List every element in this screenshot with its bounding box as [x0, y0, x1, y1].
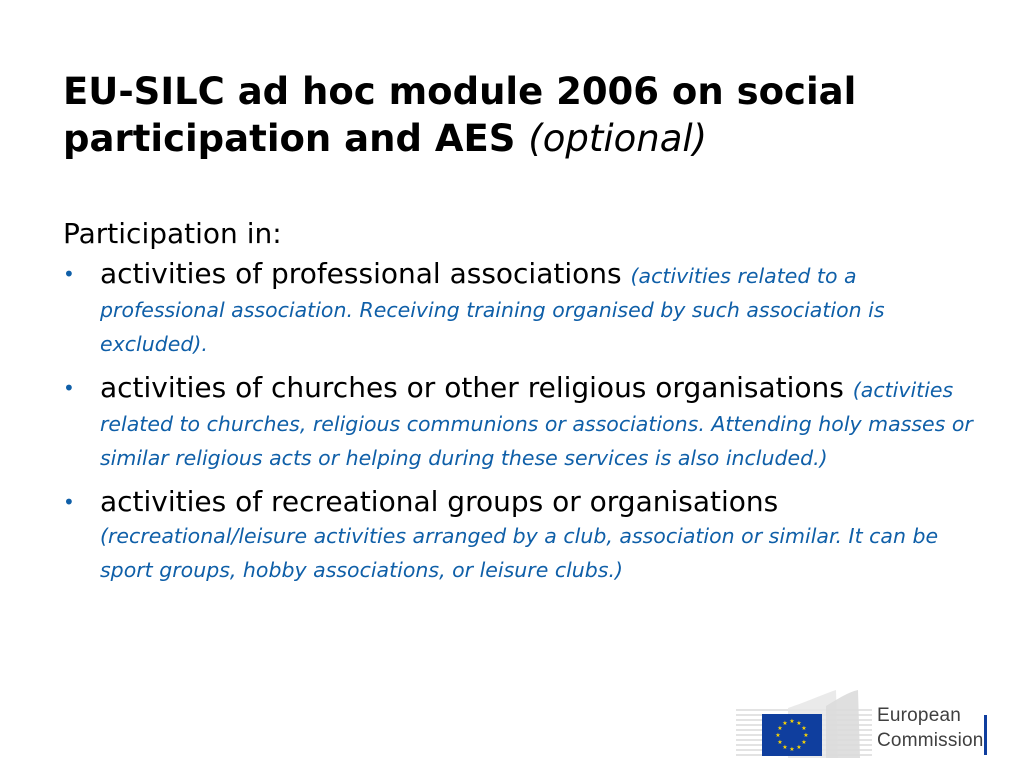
svg-text:★: ★: [803, 732, 809, 739]
bullet-list: [63, 258, 975, 586]
bullet-dot-icon: •: [63, 262, 75, 286]
svg-text:★: ★: [782, 720, 788, 727]
svg-text:★: ★: [801, 739, 807, 746]
bullet-note: (activities related to churches, religious communions or associations. Attending holy masses or similar religious acts or helping during these services is also included.): [100, 378, 973, 470]
logo-divider-bar: [984, 715, 987, 755]
bullet-dot-icon: •: [63, 490, 75, 514]
svg-text:★: ★: [789, 746, 795, 753]
svg-text:★: ★: [796, 720, 802, 727]
bullet-item-professional: [63, 258, 975, 360]
svg-text:★: ★: [775, 732, 781, 739]
bullet-item-religious: [63, 372, 975, 474]
bullet-text: activities of recreational groups or organisations: [100, 485, 779, 518]
eu-flag-building-icon: [736, 688, 872, 758]
bullet-note: (activities related to a professional association. Receiving training organised by such association is excluded).: [100, 264, 885, 356]
european-commission-logo: [736, 688, 992, 758]
bullet-item-recreational: [63, 486, 975, 586]
svg-text:★: ★: [801, 725, 807, 732]
slide-title-optional: (optional): [528, 117, 708, 160]
svg-text:★: ★: [777, 725, 783, 732]
svg-text:★: ★: [789, 718, 795, 725]
svg-text:★: ★: [796, 744, 802, 751]
logo-line-european: European: [877, 705, 962, 726]
bullet-text: activities of professional associations: [100, 257, 622, 290]
intro-text: Participation in:: [63, 217, 282, 250]
svg-text:★: ★: [777, 739, 783, 746]
svg-text:★: ★: [782, 744, 788, 751]
slide-title-main: EU-SILC ad hoc module 2006 on social participation and AES: [63, 70, 857, 160]
bullet-dot-icon: •: [63, 376, 75, 400]
bullet-text: activities of churches or other religious organisations: [100, 371, 844, 404]
bullet-note: (recreational/leisure activities arranged by a club, association or similar. It can be sport groups, hobby associations, or leisure clubs.): [100, 524, 939, 582]
slide-title: [63, 68, 983, 162]
logo-line-commission: Commission: [877, 730, 984, 751]
slide-body: [63, 216, 975, 598]
